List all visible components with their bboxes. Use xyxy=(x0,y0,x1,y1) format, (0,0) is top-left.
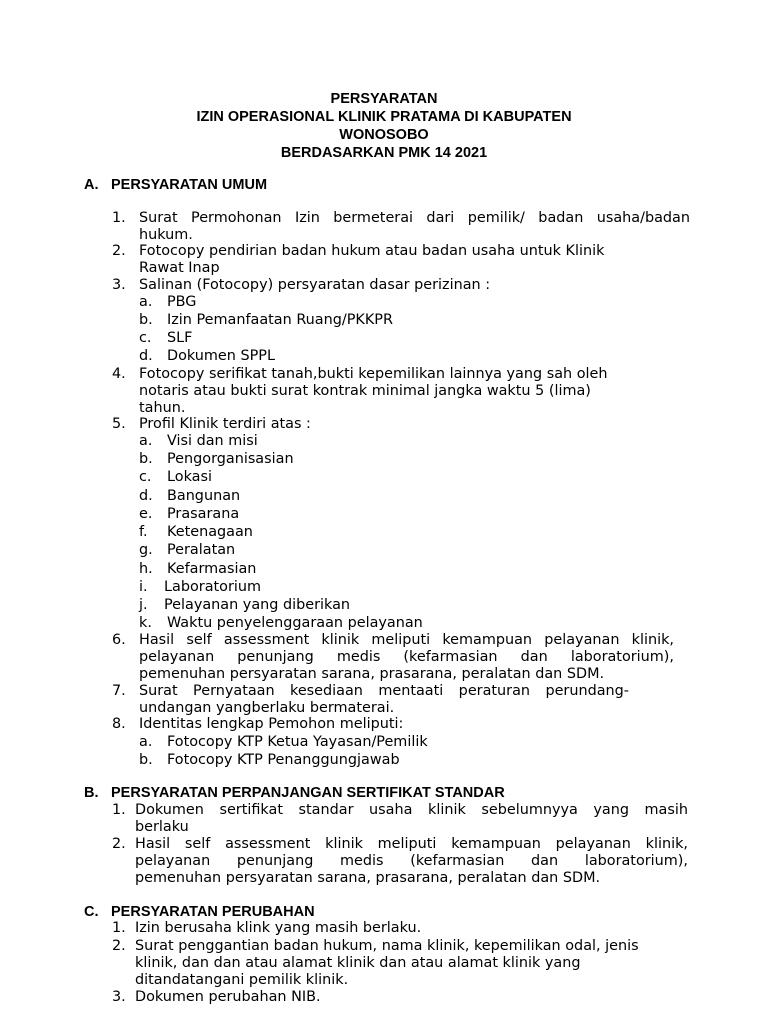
sub-letter: g. xyxy=(139,542,153,558)
list-item-text: Salinan (Fotocopy) persyaratan dasar perizinan : xyxy=(139,277,491,293)
sub-letter: c. xyxy=(139,330,152,346)
list-number: 7. xyxy=(112,683,126,699)
list-item-text: notaris atau bukti surat kontrak minimal jangka waktu 5 (lima) xyxy=(139,383,591,399)
list-item-text: Hasil self assessment klinik meliputi kemampuan pelayanan klinik, xyxy=(139,632,674,648)
list-number: 1. xyxy=(112,920,126,936)
list-number: 1. xyxy=(112,210,126,226)
list-item-text: Hasil self assessment klinik meliputi kemampuan pelayanan klinik, xyxy=(135,836,688,852)
list-number: 1. xyxy=(112,802,126,818)
list-number: 8. xyxy=(112,716,126,732)
sub-letter: c. xyxy=(139,469,152,485)
sub-item-text: Waktu penyelenggaraan pelayanan xyxy=(167,615,423,631)
section-title: PERSYARATAN PERUBAHAN xyxy=(111,904,315,920)
list-number: 2. xyxy=(112,243,126,259)
section-c-heading xyxy=(84,903,315,921)
list-number: 6. xyxy=(112,632,126,648)
document-title-line-3: WONOSOBO xyxy=(339,127,429,143)
section-letter: B. xyxy=(84,785,99,801)
section-b-heading xyxy=(84,784,505,802)
sub-letter: j. xyxy=(139,597,148,613)
list-item-text: Dokumen sertifikat standar usaha klinik sebelumnyya yang masih xyxy=(135,802,688,818)
section-a-heading xyxy=(84,176,267,194)
list-item-text: pelayanan penunjang medis (kefarmasian dan laboratorium), xyxy=(135,853,688,869)
list-item-text: pelayanan penunjang medis (kefarmasian dan laboratorium), xyxy=(139,649,674,665)
list-item-text: klinik, dan dan atau alamat klinik dan atau alamat klinik yang xyxy=(135,955,581,971)
list-item-text: Rawat Inap xyxy=(139,260,220,276)
list-item-text: ditandatangani pemilik klinik. xyxy=(135,972,349,988)
sub-item-text: Laboratorium xyxy=(164,579,262,595)
sub-item-text: Izin Pemanfaatan Ruang/PKKPR xyxy=(167,312,393,328)
list-item-text: Fotocopy serifikat tanah,bukti kepemilikan lainnya yang sah oleh xyxy=(139,366,608,382)
sub-item-text: Dokumen SPPL xyxy=(167,348,275,364)
document-title-line-1: PERSYARATAN xyxy=(330,91,438,107)
list-item-text: undangan yangberlaku bermaterai. xyxy=(139,700,395,716)
list-item-text: Izin berusaha klink yang masih berlaku. xyxy=(135,920,422,936)
sub-item-text: Bangunan xyxy=(167,488,241,504)
sub-item-text: SLF xyxy=(167,330,193,346)
sub-letter: i. xyxy=(139,579,148,595)
sub-item-text: Fotocopy KTP Ketua Yayasan/Pemilik xyxy=(167,734,428,750)
sub-letter: f. xyxy=(139,524,148,540)
list-number: 3. xyxy=(112,989,126,1005)
list-item-text: Surat Pernyataan kesediaan mentaati peraturan perundang- xyxy=(139,683,629,699)
section-title: PERSYARATAN PERPANJANGAN SERTIFIKAT STANDAR xyxy=(111,785,505,801)
sub-letter: a. xyxy=(139,433,153,449)
list-item-text: Surat penggantian badan hukum, nama klinik, kepemilikan odal, jenis xyxy=(135,938,639,954)
sub-item-text: Lokasi xyxy=(167,469,212,485)
sub-letter: b. xyxy=(139,752,153,768)
sub-item-text: Peralatan xyxy=(167,542,236,558)
list-number: 2. xyxy=(112,938,126,954)
document-title-line-4: BERDASARKAN PMK 14 2021 xyxy=(280,145,488,161)
sub-item-text: Pelayanan yang diberikan xyxy=(164,597,351,613)
sub-item-text: Fotocopy KTP Penanggungjawab xyxy=(167,752,400,768)
sub-letter: b. xyxy=(139,451,153,467)
list-number: 2. xyxy=(112,836,126,852)
list-number: 5. xyxy=(112,416,126,432)
sub-letter: e. xyxy=(139,506,153,522)
sub-letter: a. xyxy=(139,734,153,750)
list-number: 3. xyxy=(112,277,126,293)
sub-letter: b. xyxy=(139,312,153,328)
list-item-text: berlaku xyxy=(135,819,189,835)
list-item-text: Identitas lengkap Pemohon meliputi: xyxy=(139,716,404,732)
list-item-text: pemenuhan persyaratan sarana, prasarana, peralatan dan SDM. xyxy=(139,666,605,682)
list-item-text: Profil Klinik terdiri atas : xyxy=(139,416,311,432)
list-item-text: pemenuhan persyaratan sarana, prasarana, peralatan dan SDM. xyxy=(135,870,601,886)
sub-item-text: Kefarmasian xyxy=(167,561,257,577)
section-title: PERSYARATAN UMUM xyxy=(111,177,268,193)
sub-item-text: Prasarana xyxy=(167,506,240,522)
list-number: 4. xyxy=(112,366,126,382)
document-title-line-2: IZIN OPERASIONAL KLINIK PRATAMA DI KABUPATEN xyxy=(196,109,572,125)
sub-letter: a. xyxy=(139,294,153,310)
sub-letter: d. xyxy=(139,348,153,364)
section-letter: C. xyxy=(84,904,99,920)
sub-item-text: PBG xyxy=(167,294,197,310)
list-item-text: Dokumen perubahan NIB. xyxy=(135,989,321,1005)
list-item-text: Fotocopy pendirian badan hukum atau badan usaha untuk Klinik xyxy=(139,243,605,259)
sub-letter: k. xyxy=(139,615,152,631)
section-letter: A. xyxy=(84,177,99,193)
list-item-text: tahun. xyxy=(139,400,186,416)
sub-item-text: Ketenagaan xyxy=(167,524,253,540)
sub-item-text: Visi dan misi xyxy=(167,433,258,449)
list-item-text: Surat Permohonan Izin bermeterai dari pemilik/ badan usaha/badan xyxy=(139,210,690,226)
list-item-text: hukum. xyxy=(139,227,193,243)
sub-letter: h. xyxy=(139,561,153,577)
sub-letter: d. xyxy=(139,488,153,504)
sub-item-text: Pengorganisasian xyxy=(167,451,294,467)
